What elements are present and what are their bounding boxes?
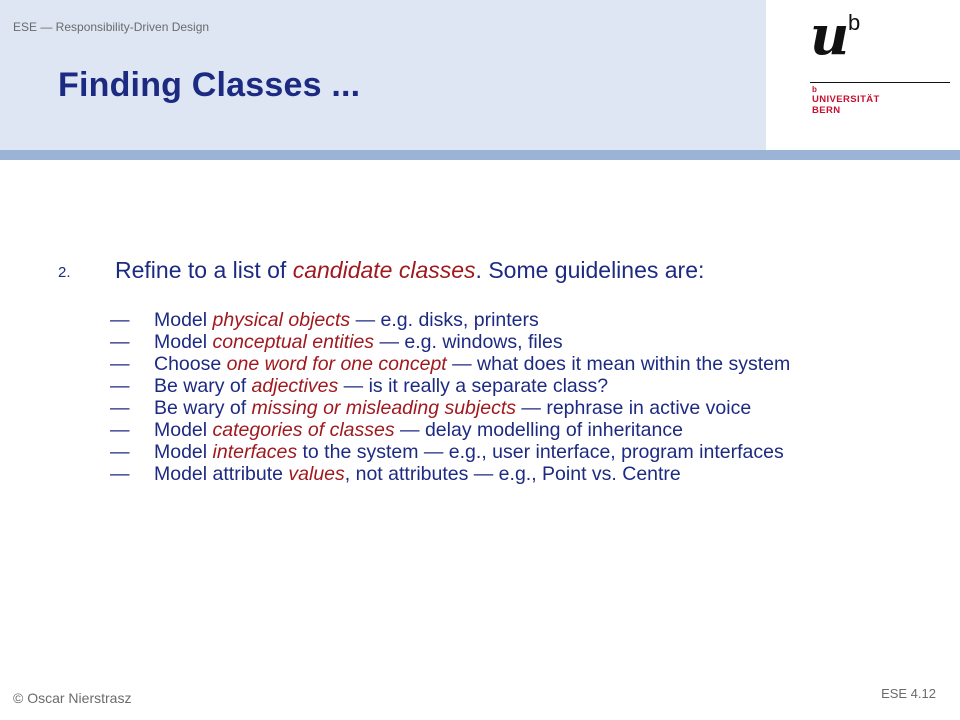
- guideline-highlight: one word for one concept: [226, 353, 447, 375]
- logo-superscript: b: [848, 10, 861, 35]
- guideline-item: [110, 419, 910, 441]
- guideline-before: Model attribute: [154, 463, 289, 485]
- dash-bullet: —: [110, 419, 130, 441]
- main-item-text: [115, 257, 704, 284]
- guideline-item: [110, 375, 910, 397]
- main-item-before: Refine to a list of: [115, 257, 293, 283]
- guideline-after: , not attributes — e.g., Point vs. Centre: [344, 463, 681, 485]
- guideline-list: [110, 309, 910, 488]
- guideline-after: — e.g. disks, printers: [350, 309, 539, 331]
- dash-bullet: —: [110, 353, 130, 375]
- guideline-highlight: physical objects: [212, 309, 351, 331]
- guideline-before: Be wary of: [154, 375, 252, 397]
- dash-bullet: —: [110, 309, 130, 331]
- guideline-highlight: conceptual entities: [212, 331, 375, 353]
- guideline-before: Model: [154, 419, 213, 441]
- logo-mark: u: [810, 3, 850, 67]
- university-logo: [778, 0, 960, 150]
- logo-small-b: b: [812, 85, 817, 94]
- guideline-after: — delay modelling of inheritance: [394, 419, 683, 441]
- header-strip: [0, 150, 960, 160]
- guideline-item: [110, 397, 910, 419]
- list-number: 2.: [58, 264, 71, 281]
- dash-bullet: —: [110, 441, 130, 463]
- guideline-after: to the system — e.g., user interface, program interfaces: [297, 441, 784, 463]
- guideline-item: [110, 441, 910, 463]
- dash-bullet: —: [110, 331, 130, 353]
- guideline-item: [110, 353, 910, 375]
- dash-bullet: —: [110, 397, 130, 419]
- dash-bullet: —: [110, 375, 130, 397]
- guideline-after: — what does it mean within the system: [446, 353, 791, 375]
- logo-text: [812, 94, 880, 116]
- main-item-after: . Some guidelines are:: [475, 257, 705, 283]
- logo-line-2: BERN: [812, 105, 841, 116]
- course-title: ESE — Responsibility-Driven Design: [13, 20, 210, 34]
- guideline-highlight: missing or misleading subjects: [251, 397, 516, 419]
- main-item-highlight: candidate classes: [292, 257, 476, 283]
- guideline-before: Model: [154, 331, 213, 353]
- dash-bullet: —: [110, 463, 130, 485]
- guideline-before: Choose: [154, 353, 227, 375]
- guideline-item: [110, 463, 910, 485]
- guideline-item: [110, 331, 910, 353]
- slide-number: ESE 4.12: [881, 686, 936, 701]
- logo-line-1: UNIVERSITÄT: [812, 94, 880, 105]
- copyright-notice: © Oscar Nierstrasz: [13, 690, 132, 706]
- logo-rule: [810, 82, 950, 83]
- guideline-before: Model: [154, 309, 213, 331]
- guideline-highlight: adjectives: [251, 375, 339, 397]
- slide-title: Finding Classes ...: [58, 66, 361, 104]
- guideline-highlight: categories of classes: [212, 419, 395, 441]
- guideline-highlight: values: [288, 463, 345, 485]
- guideline-after: — e.g. windows, files: [374, 331, 563, 353]
- guideline-before: Model: [154, 441, 213, 463]
- guideline-after: — is it really a separate class?: [338, 375, 609, 397]
- guideline-highlight: interfaces: [212, 441, 298, 463]
- guideline-after: — rephrase in active voice: [516, 397, 752, 419]
- guideline-item: [110, 309, 910, 331]
- guideline-before: Be wary of: [154, 397, 252, 419]
